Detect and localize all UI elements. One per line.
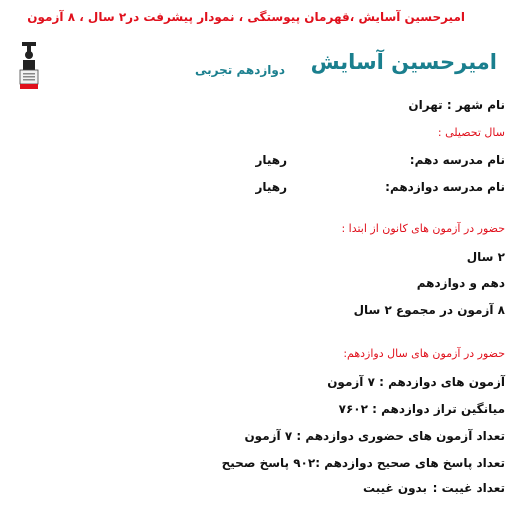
school-12-value: رهیار xyxy=(255,180,287,194)
graduate-logo-icon xyxy=(18,42,40,90)
average-score: میانگین تراز دوازدهم : ۷۶۰۲ xyxy=(338,402,505,416)
absence-label: تعداد غیبت : xyxy=(432,481,505,495)
absence-value: بدون غیبت xyxy=(362,481,427,495)
city-line: نام شهر : تهران xyxy=(408,98,505,112)
correct-answers: تعداد پاسخ های صحیح دوازدهم :۹۰۲ پاسخ صحیح xyxy=(221,456,505,470)
in-person-exams: تعداد آزمون های حضوری دوازدهم : ۷ آزمون xyxy=(244,429,505,443)
attendance-all-heading: حضور در آزمون های کانون از ابتدا : xyxy=(341,222,505,235)
academic-year-heading: سال تحصیلی : xyxy=(437,126,505,139)
page-title: امیرحسین آسایش ،قهرمان پیوستگی ، نمودار پیشرفت در۲ سال ، ۸ آزمون xyxy=(27,10,465,24)
exams-count: آزمون های دوازدهم : ۷ آزمون xyxy=(327,375,505,389)
school-10-label: نام مدرسه دهم: xyxy=(409,153,505,167)
student-name: امیرحسین آسایش xyxy=(310,50,497,74)
school-12-label: نام مدرسه دوازدهم: xyxy=(385,180,505,194)
attendance-year-heading: حضور در آزمون های سال دوازدهم: xyxy=(343,347,505,360)
attendance-years: ۲ سال xyxy=(466,250,505,264)
attendance-total: ۸ آزمون در مجموع ۲ سال xyxy=(353,303,505,317)
grade-label: دوازدهم تجربی xyxy=(195,63,285,77)
attendance-grades: دهم و دوازدهم xyxy=(416,276,505,290)
school-10-value: رهیار xyxy=(255,153,287,167)
